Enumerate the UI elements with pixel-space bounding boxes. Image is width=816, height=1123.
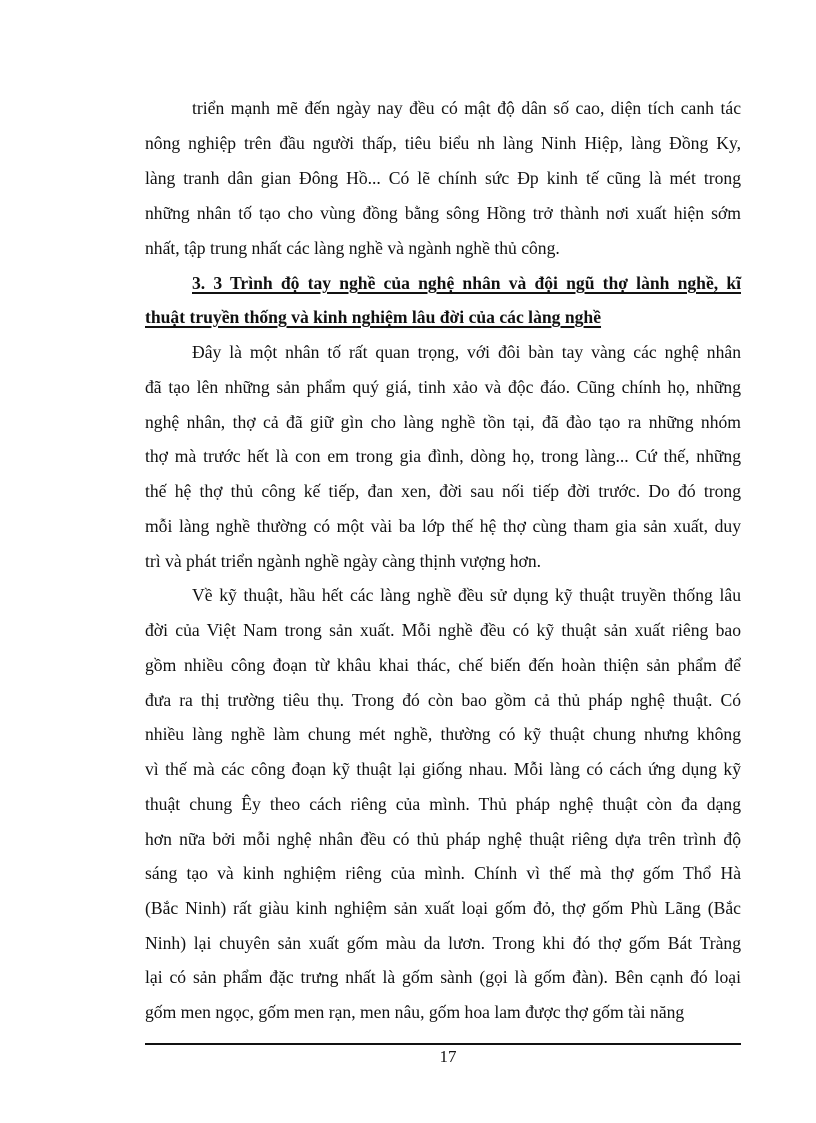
text-line: vì thế mà các công đoạn kỹ thuật lại giống nhau. Mỗi làng có cách ứng dụng kỹ xyxy=(145,759,741,779)
text-line: gốm men ngọc, gốm men rạn, men nâu, gốm hoa lam được thợ gốm tài năng xyxy=(145,1002,685,1022)
text-line: lại có sản phẩm đặc trưng nhất là gốm sành (gọi là gốm đàn). Bên cạnh đó loại xyxy=(145,967,741,987)
text-line: nhiều làng nghề làm chung mét nghề, thường có kỹ thuật chung nhưng không xyxy=(145,724,741,744)
text-line: thế hệ thợ thủ công kế tiếp, đan xen, đời sau nối tiếp đời trước. Do đó trong xyxy=(145,481,741,501)
text-line: nhất, tập trung nhất các làng nghề và ngành nghề thủ công. xyxy=(145,238,560,258)
text-line: đời của Việt Nam trong sản xuất. Mỗi nghề đều có kỹ thuật sản xuất riêng bao xyxy=(145,620,741,640)
heading-line: thuật truyền thống và kinh nghiệm lâu đời của các làng nghề xyxy=(145,307,602,327)
text-line: mỗi làng nghề thường có một vài ba lớp thế hệ thợ cùng tham gia sản xuất, duy xyxy=(145,516,741,536)
footer-divider xyxy=(145,1043,741,1045)
text-line: trì và phát triển ngành nghề ngày càng thịnh vượng hơn. xyxy=(145,551,542,571)
text-line: Về kỹ thuật, hầu hết các làng nghề đều sử dụng kỹ thuật truyền thống lâu xyxy=(192,585,741,605)
heading-line: 3. 3 Trình độ tay nghề của nghệ nhân và đội ngũ thợ lành nghề, kĩ xyxy=(192,273,741,293)
text-line: Ninh) lại chuyên sản xuất gốm màu da lươn. Trong khi đó thợ gốm Bát Tràng xyxy=(145,933,741,953)
text-line: Đây là một nhân tố rất quan trọng, với đôi bàn tay vàng các nghệ nhân xyxy=(192,342,741,362)
text-line: gồm nhiều công đoạn từ khâu khai thác, chế biến đến hoàn thiện sản phẩm để xyxy=(145,655,741,675)
text-line: đưa ra thị trường tiêu thụ. Trong đó còn bao gồm cả thủ pháp nghệ thuật. Có xyxy=(145,690,741,710)
page-number: 17 xyxy=(439,1047,457,1066)
text-line: (Bắc Ninh) rất giàu kinh nghiệm sản xuất loại gốm đỏ, thợ gốm Phù Lãng (Bắc xyxy=(145,898,741,918)
text-line: hơn nữa bởi mỗi nghệ nhân đều có thủ pháp nghệ thuật riêng dựa trên trình độ xyxy=(145,829,741,849)
text-line: làng tranh dân gian Đông Hồ... Có lẽ chính sức Đp kinh tế cũng là mét trong xyxy=(145,168,741,188)
text-line: những nhân tố tạo cho vùng đồng bằng sông Hồng trở thành nơi xuất hiện sớm xyxy=(145,203,741,223)
text-line: thợ mà trước hết là con em trong gia đình, dòng họ, trong làng... Cứ thế, những xyxy=(145,446,741,466)
text-line: triển mạnh mẽ đến ngày nay đều có mật độ dân số cao, diện tích canh tác xyxy=(192,98,741,118)
text-line: đã tạo lên những sản phẩm quý giá, tinh xảo và độc đáo. Cũng chính họ, những xyxy=(145,377,741,397)
text-line: sáng tạo và kinh nghiệm riêng của mình. Chính vì thế mà thợ gốm Thổ Hà xyxy=(145,863,741,883)
text-line: nông nghiệp trên đầu người thấp, tiêu biểu nh làng Ninh Hiệp, làng Đồng Ky, xyxy=(145,133,741,153)
text-line: nghệ nhân, thợ cả đã giữ gìn cho làng nghề tồn tại, đã đào tạo ra những nhóm xyxy=(145,412,741,432)
text-line: thuật chung Êy theo cách riêng của mình. Thủ pháp nghệ thuật còn đa dạng xyxy=(145,794,741,814)
